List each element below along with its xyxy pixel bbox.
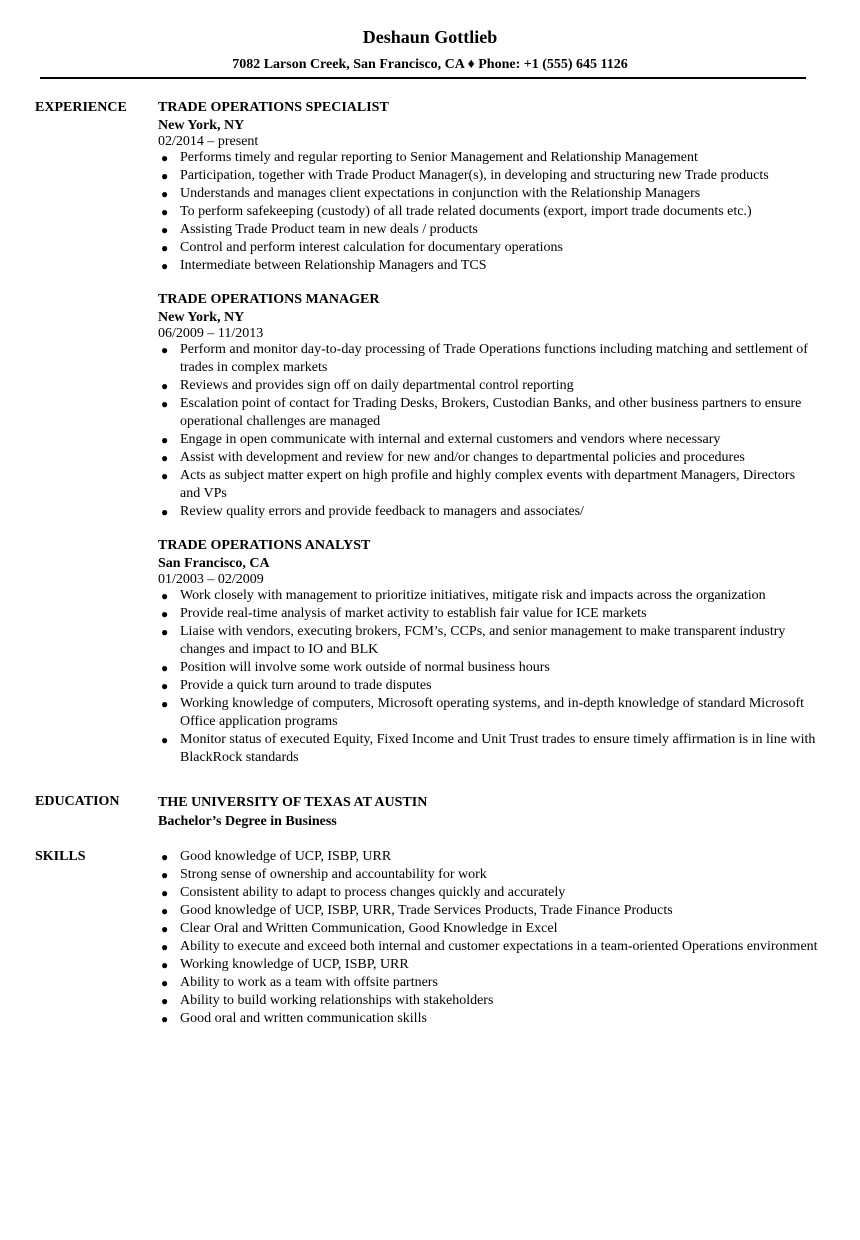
bullet-icon: ● [161, 589, 169, 603]
bullet-text: Performs timely and regular reporting to Senior Management and Relationship Management [180, 150, 698, 165]
job-dates: 02/2014 – present [158, 134, 259, 149]
job-bullets [158, 587, 818, 767]
bullet-item [158, 149, 818, 167]
bullet-icon: ● [161, 397, 169, 411]
bullet-icon: ● [161, 469, 169, 483]
contact-line: 7082 Larson Creek, San Francisco, CA ♦ Phone: +1 (555) 645 1126 [232, 57, 628, 72]
bullet-item [158, 239, 818, 257]
bullet-item [158, 395, 818, 431]
job-location: New York, NY [158, 310, 245, 325]
bullet-text: To perform safekeeping (custody) of all trade related documents (export, import trade documents etc.) [180, 204, 752, 219]
bullet-text: Work closely with management to prioritize initiatives, mitigate risk and impacts across the organization [180, 588, 766, 603]
bullet-text: Provide a quick turn around to trade disputes [180, 678, 432, 693]
bullet-icon: ● [161, 451, 169, 465]
bullet-item [158, 695, 818, 731]
job-location: San Francisco, CA [158, 556, 270, 571]
bullet-icon: ● [161, 661, 169, 675]
experience-section [0, 99, 860, 783]
bullet-item [158, 587, 818, 605]
skill-text: Ability to work as a team with offsite partners [180, 975, 438, 990]
skill-item [158, 920, 818, 938]
bullet-icon: ● [161, 958, 169, 972]
bullet-icon: ● [161, 505, 169, 519]
bullet-icon: ● [161, 697, 169, 711]
bullet-icon: ● [161, 343, 169, 357]
bullet-icon: ● [161, 187, 169, 201]
bullet-icon: ● [161, 625, 169, 639]
skill-item [158, 956, 818, 974]
school-name: THE UNIVERSITY OF TEXAS AT AUSTIN [158, 795, 428, 810]
bullet-text: Position will involve some work outside of normal business hours [180, 660, 550, 675]
skill-item [158, 992, 818, 1010]
bullet-icon: ● [161, 1012, 169, 1026]
section-label-education: EDUCATION [35, 794, 120, 809]
skill-text: Good knowledge of UCP, ISBP, URR, Trade Services Products, Trade Finance Products [180, 903, 673, 918]
bullet-icon: ● [161, 922, 169, 936]
job-dates: 06/2009 – 11/2013 [158, 326, 264, 341]
bullet-text: Escalation point of contact for Trading Desks, Brokers, Custodian Banks, and other business partners to ensure operational challenges are managed [180, 396, 802, 429]
education-section [0, 793, 860, 831]
bullet-icon: ● [161, 241, 169, 255]
skill-item [158, 1010, 818, 1028]
bullet-text: Working knowledge of computers, Microsoft operating systems, and in-depth knowledge of standard Microsoft Office application programs [180, 696, 805, 729]
degree-name: Bachelor’s Degree in Business [158, 814, 337, 829]
bullet-item [158, 203, 818, 221]
bullet-icon: ● [161, 868, 169, 882]
bullet-icon: ● [161, 850, 169, 864]
bullet-text: Intermediate between Relationship Managers and TCS [180, 258, 487, 273]
job-entry [158, 537, 818, 767]
job-entry [158, 291, 818, 521]
bullet-item [158, 257, 818, 275]
skills-body [158, 848, 818, 1028]
bullet-item [158, 677, 818, 695]
bullet-icon: ● [161, 169, 169, 183]
bullet-item [158, 221, 818, 239]
bullet-icon: ● [161, 994, 169, 1008]
bullet-item [158, 431, 818, 449]
bullet-text: Review quality errors and provide feedback to managers and associates/ [180, 504, 584, 519]
bullet-item [158, 623, 818, 659]
bullet-item [158, 341, 818, 377]
education-body [158, 793, 818, 831]
bullet-icon: ● [161, 379, 169, 393]
skill-item [158, 884, 818, 902]
skill-item [158, 902, 818, 920]
skill-item [158, 974, 818, 992]
resume-header [0, 0, 860, 74]
bullet-text: Assisting Trade Product team in new deals / products [180, 222, 478, 237]
section-label-skills: SKILLS [35, 849, 86, 864]
skill-text: Good oral and written communication skills [180, 1011, 427, 1026]
job-bullets [158, 149, 818, 275]
bullet-item [158, 185, 818, 203]
skill-text: Working knowledge of UCP, ISBP, URR [180, 957, 409, 972]
candidate-name: Deshaun Gottlieb [362, 27, 498, 47]
bullet-item [158, 449, 818, 467]
skills-list [158, 848, 818, 1028]
bullet-icon: ● [161, 151, 169, 165]
bullet-icon: ● [161, 976, 169, 990]
skill-item [158, 866, 818, 884]
bullet-item [158, 605, 818, 623]
bullet-icon: ● [161, 679, 169, 693]
job-location: New York, NY [158, 118, 245, 133]
skill-text: Ability to build working relationships with stakeholders [180, 993, 494, 1008]
job-bullets [158, 341, 818, 521]
bullet-text: Perform and monitor day-to-day processing of Trade Operations functions including matching and settlement of trades in complex markets [180, 342, 808, 375]
bullet-text: Provide real-time analysis of market activity to establish fair value for ICE markets [180, 606, 647, 621]
bullet-text: Assist with development and review for new and/or changes to departmental policies and procedures [180, 450, 745, 465]
bullet-text: Engage in open communicate with internal and external customers and vendors where necessary [180, 432, 721, 447]
skill-text: Good knowledge of UCP, ISBP, URR [180, 849, 392, 864]
bullet-text: Participation, together with Trade Product Manager(s), in developing and structuring new Trade products [180, 168, 769, 183]
bullet-text: Reviews and provides sign off on daily departmental control reporting [180, 378, 574, 393]
bullet-icon: ● [161, 733, 169, 747]
skills-section [0, 848, 860, 1028]
bullet-item [158, 467, 818, 503]
job-entry [158, 99, 818, 275]
skill-text: Clear Oral and Written Communication, Good Knowledge in Excel [180, 921, 558, 936]
bullet-item [158, 659, 818, 677]
experience-body [158, 99, 818, 783]
job-title: TRADE OPERATIONS SPECIALIST [158, 100, 389, 115]
header-divider [40, 77, 806, 79]
bullet-icon: ● [161, 223, 169, 237]
bullet-item [158, 731, 818, 767]
bullet-text: Acts as subject matter expert on high profile and highly complex events with department Managers, Directors and VPs [180, 468, 796, 501]
bullet-icon: ● [161, 433, 169, 447]
bullet-item [158, 377, 818, 395]
bullet-icon: ● [161, 886, 169, 900]
bullet-icon: ● [161, 904, 169, 918]
bullet-text: Control and perform interest calculation for documentary operations [180, 240, 563, 255]
bullet-text: Liaise with vendors, executing brokers, FCM’s, CCPs, and senior management to make transparent industry changes and impact to IO and BLK [180, 624, 786, 657]
skill-text: Strong sense of ownership and accountability for work [180, 867, 487, 882]
skill-item [158, 848, 818, 866]
skill-item [158, 938, 818, 956]
bullet-text: Understands and manages client expectations in conjunction with the Relationship Managers [180, 186, 701, 201]
bullet-icon: ● [161, 940, 169, 954]
section-label-experience: EXPERIENCE [35, 100, 127, 115]
skill-text: Consistent ability to adapt to process changes quickly and accurately [180, 885, 566, 900]
bullet-item [158, 503, 818, 521]
bullet-icon: ● [161, 259, 169, 273]
bullet-icon: ● [161, 607, 169, 621]
job-title: TRADE OPERATIONS MANAGER [158, 292, 380, 307]
skill-text: Ability to execute and exceed both internal and customer expectations in a team-oriented Operations environment [180, 939, 818, 954]
bullet-icon: ● [161, 205, 169, 219]
job-title: TRADE OPERATIONS ANALYST [158, 538, 371, 553]
bullet-text: Monitor status of executed Equity, Fixed Income and Unit Trust trades to ensure timely affirmation is in line with BlackRock standards [180, 732, 816, 765]
job-dates: 01/2003 – 02/2009 [158, 572, 264, 587]
bullet-item [158, 167, 818, 185]
